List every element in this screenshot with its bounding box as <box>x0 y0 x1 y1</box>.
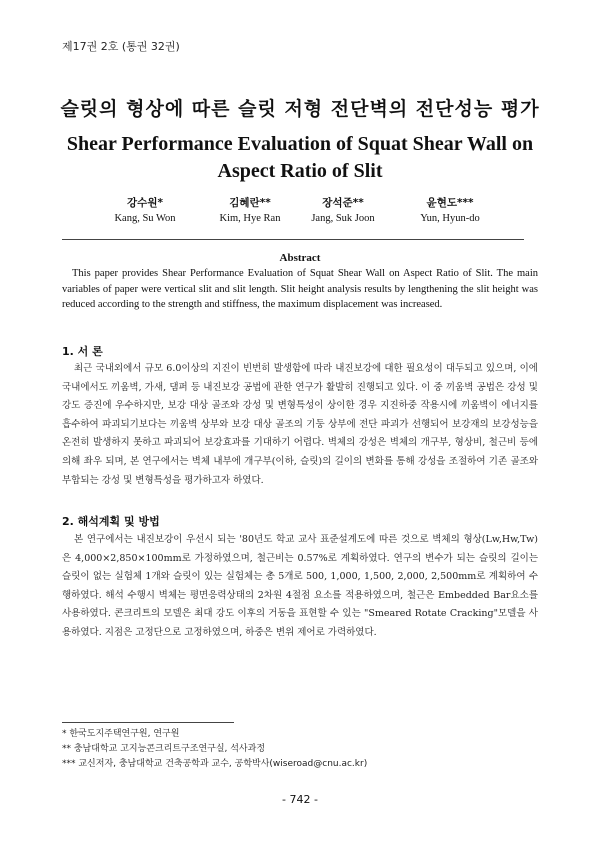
english-title-line-2: Aspect Ratio of Slit <box>217 160 383 182</box>
author-name-english: Kang, Su Won <box>114 213 176 224</box>
section-heading-analysis: 2. 해석계획 및 방법 <box>62 515 160 528</box>
footnotes <box>62 727 367 772</box>
author-4 <box>400 195 500 227</box>
footnote-divider <box>62 722 234 723</box>
section-heading-introduction: 1. 서 론 <box>62 345 103 358</box>
abstract-heading: Abstract <box>279 252 321 264</box>
author-2 <box>200 195 300 227</box>
section-body-analysis: 본 연구에서는 내진보강이 우선시 되는 '80년도 학교 교사 표준설계도에 따른 것으로 벽체의 형상(Lw,Hw,Tw)은 4,000×2,850×100mm로 가정하였으며, 철근비는 0.57%로 계획하였다. 연구의 변수가 되는 슬릿의 길이는 슬릿이 없는 실험체 1개와 슬릿이 있는 실험체는 총 5개로 500, 1,000, 1,500, 2,000, 2,500mm로 계획하여 수행하였다. 해석 수행시 벽체는 평면응력상태의 2차원 4절점 요소를 적용하였으며, 철근은 Embedded Bar요소를 사용하였다. 콘크리트의 모델은 최대 강도 이후의 거동을 표현할 수 있는 "Smeared Rotate Cracking"모델을 사용하였다. 지점은 고정단으로 고정하였으며, 하중은 변위 제어로 가력하였다. <box>62 534 538 638</box>
author-name-korean: 윤현도*** <box>426 197 474 209</box>
english-title <box>40 131 560 185</box>
author-3 <box>293 195 393 227</box>
section-body-introduction: 최근 국내외에서 규모 6.0이상의 지진이 빈번히 발생함에 따라 내진보강에 대한 필요성이 대두되고 있으며, 이에 국내에서도 끼움벽, 가새, 댐퍼 등 내진보강 공법에 관한 연구가 활발히 진행되고 있다. 이 중 끼움벽 공법은 강성 및 강도 증진에 우수하지만, 보강 대상 골조와 강성 및 변형특성이 상이한 경우 지진하중 작용시에 끼움벽이 에너지를 흡수하여 파괴되기보다는 끼움벽 상부와 보강 대상 골조의 기둥 상부에 전단 파괴가 선행되어 보강재의 보강성능을 온전히 발생하지 못하고 파괴되어 보강효과를 기대하기 어렵다. 벽체의 강성은 벽체의 개구부, 형상비, 철근비 등에 의해 좌우 되며, 본 연구에서는 벽체 내부에 개구부(이하, 슬릿)의 길이의 변화를 통해 강성을 조절하여 기존 골조와 부합되는 강성 및 변형특성을 평가하고자 하였다. <box>62 363 538 486</box>
english-title-line-1: Shear Performance Evaluation of Squat Shear Wall on <box>66 133 534 155</box>
author-name-english: Yun, Hyun-do <box>420 213 480 224</box>
footnote-2: ** 충남대학교 고지능콘크리트구조연구실, 석사과정 <box>62 744 266 754</box>
korean-title: 슬릿의 형상에 따른 슬릿 저형 전단벽의 전단성능 평가 <box>60 98 540 120</box>
author-name-korean: 장석준** <box>322 197 364 209</box>
footnote-3: *** 교신저자, 충남대학교 건축공학과 교수, 공학박사(wiseroad@cnu.ac.kr) <box>62 759 368 769</box>
author-name-english: Kim, Hye Ran <box>219 213 281 224</box>
footnote-1: * 한국도지주택연구원, 연구원 <box>62 729 180 739</box>
author-name-english: Jang, Suk Joon <box>311 213 375 224</box>
journal-volume-header: 제17권 2호 (통권 32권) <box>62 40 180 53</box>
author-name-korean: 김혜란** <box>229 197 271 209</box>
author-name-korean: 강수원* <box>127 197 163 209</box>
author-1 <box>95 195 195 227</box>
title-divider <box>62 239 524 240</box>
abstract-body: This paper provides Shear Performance Evaluation of Squat Shear Wall on Aspect Ratio of Slit. The main variables of paper were vertical slit and slit length. Slit height analysis results by lengthening the slit height was reduced according to the strength and stiffness, the maximum displacement was increased. <box>62 268 538 310</box>
page-number: - 742 - <box>282 793 318 806</box>
